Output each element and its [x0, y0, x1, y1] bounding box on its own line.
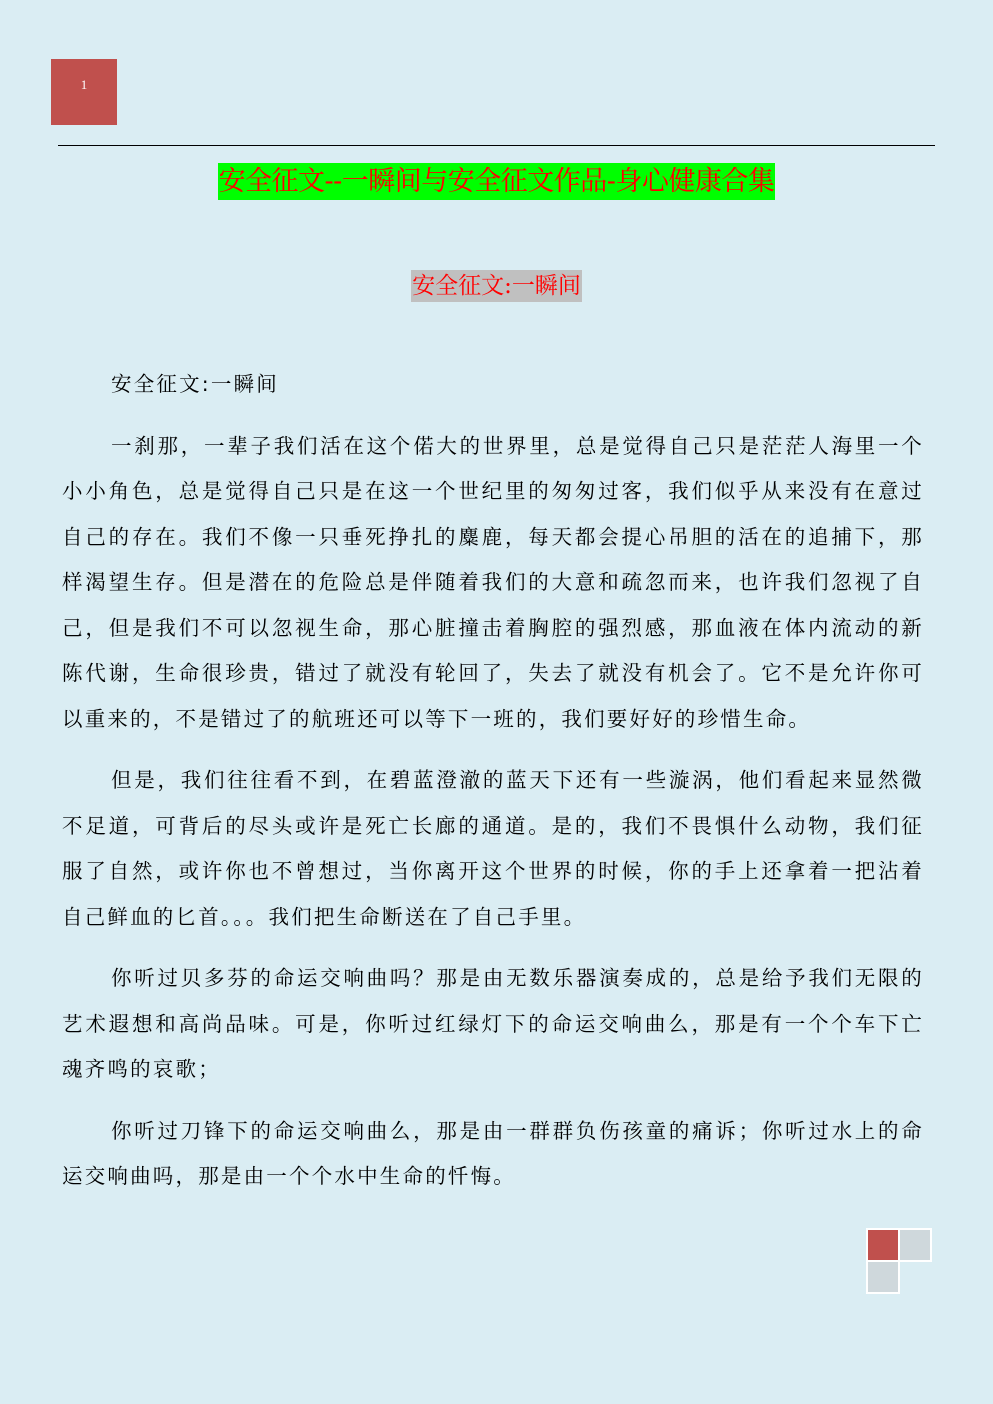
paragraph-subtitle: 安全征文:一瞬间	[111, 372, 280, 396]
paragraph: 一刹那，一辈子我们活在这个偌大的世界里，总是觉得自己只是茫茫人海里一个小小角色，总是觉得自己只是在这一个世纪里的匆匆过客，我们似乎从来没有在意过自己的存在。我们不像一只垂死挣扎的麋鹿，每天都会提心吊胆的活在的追捕下，那样渴望生存。但是潜在的危险总是伴随着我们的大意和疏忽而来，也许我们忽视了自己，但是我们不可以忽视生命，那心脏撞击着胸腔的强烈感，那血液在体内流动的新陈代谢，生命很珍贵，错过了就没有轮回了，失去了就没有机会了。它不是允许你可以重来的，不是错过了的航班还可以等下一班的，我们要好好的珍惜生命。	[62, 433, 924, 731]
header-divider	[58, 145, 935, 146]
section-title: 安全征文:一瞬间	[411, 270, 582, 302]
paragraph: 你听过刀锋下的命运交响曲么，那是由一群群负伤孩童的痛诉；你听过水上的命运交响曲吗，那是由一个个水中生命的忏悔。	[62, 1118, 924, 1188]
paragraph: 你听过贝多芬的命运交响曲吗？那是由无数乐器演奏成的，总是给予我们无限的艺术遐想和高尚品味。可是，你听过红绿灯下的命运交响曲么，那是有一个个车下亡魂齐鸣的哀歌；	[62, 966, 924, 1081]
document-body	[62, 362, 924, 1216]
page-number: 1	[80, 77, 88, 92]
gray-square-icon	[866, 1260, 900, 1294]
document-title: 安全征文--一瞬间与安全征文作品-身心健康合集	[218, 163, 776, 200]
gray-square-icon	[898, 1228, 932, 1262]
corner-decoration	[866, 1228, 933, 1293]
document-title-container	[0, 163, 993, 200]
section-title-container	[0, 270, 993, 302]
paragraph: 但是，我们往往看不到，在碧蓝澄澈的蓝天下还有一些漩涡，他们看起来显然微不足道，可背后的尽头或许是死亡长廊的通道。是的，我们不畏惧什么动物，我们征服了自然，或许你也不曾想过，当你离开这个世界的时候，你的手上还拿着一把沾着自己鲜血的匕首。。。我们把生命断送在了自己手里。	[62, 768, 924, 929]
red-square-icon	[866, 1228, 900, 1262]
page-number-badge	[51, 59, 117, 125]
